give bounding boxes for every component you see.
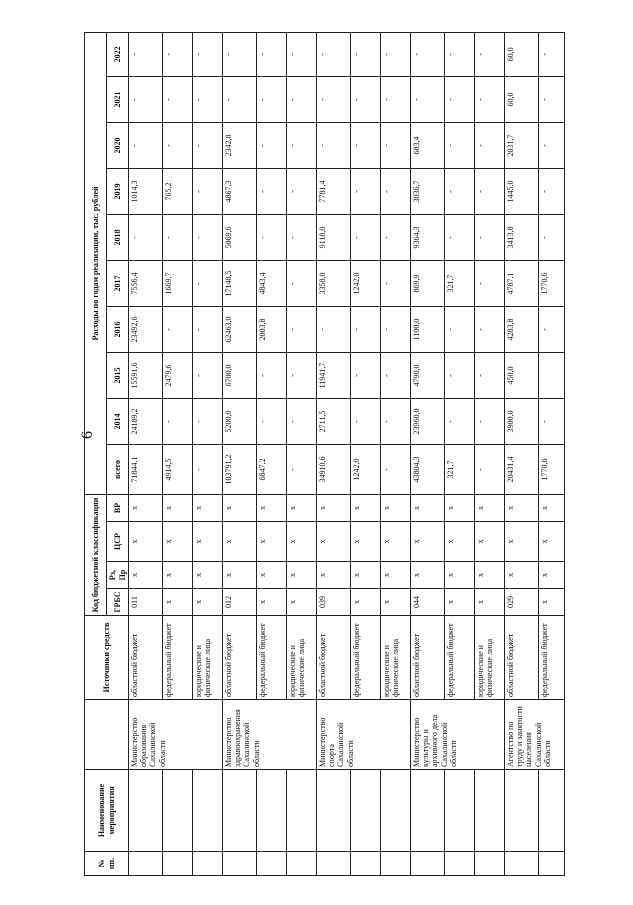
cell-executor: Министерство спорта Сахалинской области: [317, 700, 411, 770]
cell-vr: x: [381, 494, 411, 521]
cell-expense: -: [539, 168, 565, 214]
cell-csr: x: [257, 522, 287, 562]
header-source: Источники средств: [85, 616, 129, 700]
cell-expense: -: [381, 76, 411, 122]
cell-vr: x: [129, 494, 163, 521]
cell-expense: -: [193, 260, 223, 306]
cell-grbs: x: [445, 589, 475, 616]
cell-expense: -: [539, 32, 565, 76]
header-expense: 2015: [107, 352, 129, 398]
cell-csr: x: [505, 522, 539, 562]
cell-expense: -: [193, 122, 223, 168]
cell-expense: 7781,4: [317, 168, 351, 214]
cell-expense: -: [475, 168, 505, 214]
cell-expense: -: [287, 214, 317, 260]
cell-rzpr: x: [257, 562, 287, 589]
cell-event-name: [475, 770, 505, 852]
cell-source: юридические и физические лица: [287, 616, 317, 700]
cell-expense: 1242,0: [351, 444, 381, 494]
header-code-group: Код бюджетной классификации: [85, 494, 107, 615]
cell-num: [193, 852, 223, 876]
cell-expense: -: [539, 214, 565, 260]
cell-event-name: [193, 770, 223, 852]
cell-expense: -: [475, 306, 505, 352]
cell-expense: 9118,0: [317, 214, 351, 260]
table-row: [317, 32, 351, 875]
cell-expense: -: [257, 352, 287, 398]
cell-expense: -: [475, 398, 505, 444]
cell-expense: 1445,0: [505, 168, 539, 214]
cell-expense: 683,4: [411, 122, 445, 168]
cell-rzpr: x: [445, 562, 475, 589]
cell-expense: 765,2: [163, 168, 193, 214]
cell-expense: -: [475, 260, 505, 306]
cell-csr: x: [317, 522, 351, 562]
cell-expense: -: [351, 398, 381, 444]
cell-grbs: x: [193, 589, 223, 616]
cell-expense: -: [257, 214, 287, 260]
cell-grbs: 011: [129, 589, 163, 616]
cell-executor: Министерство здравоохранения Сахалинской области: [223, 700, 317, 770]
cell-expense: -: [381, 306, 411, 352]
cell-expense: -: [351, 214, 381, 260]
cell-expense: -: [257, 32, 287, 76]
cell-expense: -: [287, 122, 317, 168]
cell-source: федеральный бюджет: [445, 616, 475, 700]
cell-source: федеральный бюджет: [163, 616, 193, 700]
cell-vr: x: [445, 494, 475, 521]
cell-expense: 103791,2: [223, 444, 257, 494]
header-code: Рз, Пр: [107, 562, 129, 589]
cell-event-name: [539, 770, 565, 852]
table-header: [85, 32, 129, 875]
cell-expense: -: [445, 122, 475, 168]
cell-csr: x: [193, 522, 223, 562]
cell-executor: Министерство образования Сахалинской области: [129, 700, 223, 770]
cell-grbs: 039: [317, 589, 351, 616]
cell-csr: x: [129, 522, 163, 562]
cell-vr: x: [475, 494, 505, 521]
table-row: [223, 32, 257, 875]
cell-expense: 23960,0: [411, 398, 445, 444]
cell-expense: -: [351, 76, 381, 122]
cell-csr: x: [351, 522, 381, 562]
cell-csr: x: [411, 522, 445, 562]
cell-expense: -: [475, 76, 505, 122]
cell-expense: -: [129, 76, 163, 122]
cell-expense: -: [381, 260, 411, 306]
cell-expense: -: [381, 352, 411, 398]
cell-num: [223, 852, 257, 876]
header-code: ЦСР: [107, 522, 129, 562]
cell-expense: -: [445, 352, 475, 398]
cell-num: [445, 852, 475, 876]
cell-source: юридические и физические лица: [381, 616, 411, 700]
cell-expense: 62463,0: [223, 306, 257, 352]
cell-expense: -: [257, 76, 287, 122]
cell-expense: -: [287, 260, 317, 306]
table-row: [505, 32, 539, 875]
cell-expense: -: [381, 168, 411, 214]
cell-expense: -: [193, 76, 223, 122]
cell-expense: 1669,7: [163, 260, 193, 306]
cell-grbs: x: [163, 589, 193, 616]
table-body: [129, 32, 565, 875]
cell-num: [287, 852, 317, 876]
cell-expense: -: [257, 398, 287, 444]
cell-expense: -: [539, 398, 565, 444]
cell-expense: -: [381, 214, 411, 260]
cell-vr: x: [287, 494, 317, 521]
cell-csr: x: [163, 522, 193, 562]
cell-expense: -: [475, 352, 505, 398]
cell-expense: -: [381, 122, 411, 168]
cell-expense: -: [257, 122, 287, 168]
cell-expense: -: [475, 444, 505, 494]
header-expense: 2021: [107, 76, 129, 122]
cell-source: областной бюджет: [317, 616, 351, 700]
cell-expense: [539, 352, 565, 398]
cell-expense: 71844,1: [129, 444, 163, 494]
cell-num: [351, 852, 381, 876]
header-expense: всего: [107, 444, 129, 494]
cell-expense: -: [317, 76, 351, 122]
cell-expense: -: [287, 32, 317, 76]
cell-rzpr: x: [475, 562, 505, 589]
cell-num: [129, 852, 163, 876]
cell-expense: -: [193, 352, 223, 398]
cell-num: [257, 852, 287, 876]
header-expense: 2016: [107, 306, 129, 352]
cell-rzpr: x: [539, 562, 565, 589]
cell-expense: 1014,3: [129, 168, 163, 214]
cell-expense: -: [539, 76, 565, 122]
cell-expense: -: [475, 214, 505, 260]
cell-event-name: [505, 770, 539, 852]
cell-expense: -: [163, 32, 193, 76]
cell-expense: -: [129, 122, 163, 168]
cell-expense: 1770,6: [539, 260, 565, 306]
cell-expense: 6700,0: [223, 352, 257, 398]
cell-grbs: x: [287, 589, 317, 616]
cell-expense: -: [163, 398, 193, 444]
cell-csr: x: [287, 522, 317, 562]
cell-expense: -: [411, 76, 445, 122]
cell-expense: -: [287, 444, 317, 494]
cell-num: [505, 852, 539, 876]
cell-source: юридические и физические лица: [475, 616, 505, 700]
cell-expense: -: [445, 76, 475, 122]
cell-vr: x: [317, 494, 351, 521]
cell-expense: -: [287, 76, 317, 122]
cell-rzpr: x: [411, 562, 445, 589]
cell-grbs: 012: [223, 589, 257, 616]
cell-expense: 20431,4: [505, 444, 539, 494]
cell-expense: -: [163, 76, 193, 122]
cell-expense: 321,7: [445, 260, 475, 306]
cell-rzpr: x: [381, 562, 411, 589]
cell-grbs: x: [539, 589, 565, 616]
cell-expense: -: [445, 398, 475, 444]
cell-num: [475, 852, 505, 876]
cell-source: областной бюджет: [129, 616, 163, 700]
cell-rzpr: x: [505, 562, 539, 589]
cell-expense: 4914,5: [163, 444, 193, 494]
cell-executor: Агентство по труду и занятости населения Сахалинской области: [505, 700, 565, 770]
cell-event-name: [411, 770, 445, 852]
cell-expense: -: [223, 32, 257, 76]
cell-vr: x: [411, 494, 445, 521]
header-expense-group: Расходы по годам реализации, тыс. рублей: [85, 32, 107, 494]
header-expense: 2018: [107, 214, 129, 260]
cell-expense: 9364,3: [411, 214, 445, 260]
cell-expense: 34910,6: [317, 444, 351, 494]
cell-event-name: [223, 770, 257, 852]
cell-expense: -: [193, 306, 223, 352]
cell-expense: 3036,7: [411, 168, 445, 214]
cell-expense: -: [129, 214, 163, 260]
cell-vr: x: [257, 494, 287, 521]
cell-source: федеральный бюджет: [539, 616, 565, 700]
cell-expense: -: [317, 306, 351, 352]
cell-source: областной бюджет: [505, 616, 539, 700]
cell-expense: 11941,7: [317, 352, 351, 398]
cell-expense: -: [381, 398, 411, 444]
cell-expense: 450,0: [505, 352, 539, 398]
cell-expense: 4867,3: [223, 168, 257, 214]
cell-num: [381, 852, 411, 876]
cell-expense: 3358,0: [317, 260, 351, 306]
cell-grbs: 029: [505, 589, 539, 616]
cell-vr: x: [351, 494, 381, 521]
header-expense: 2020: [107, 122, 129, 168]
budget-table: [84, 32, 565, 876]
cell-expense: -: [351, 168, 381, 214]
cell-expense: -: [287, 398, 317, 444]
cell-rzpr: x: [163, 562, 193, 589]
cell-expense: 4787,1: [505, 260, 539, 306]
cell-expense: -: [163, 214, 193, 260]
cell-expense: -: [287, 352, 317, 398]
cell-grbs: 044: [411, 589, 445, 616]
cell-event-name: [381, 770, 411, 852]
cell-expense: -: [193, 398, 223, 444]
cell-expense: 60,0: [505, 32, 539, 76]
cell-expense: 2031,7: [505, 122, 539, 168]
cell-expense: -: [317, 122, 351, 168]
cell-event-name: [351, 770, 381, 852]
cell-num: [317, 852, 351, 876]
cell-expense: 321,7: [445, 444, 475, 494]
cell-expense: 2711,5: [317, 398, 351, 444]
cell-expense: -: [223, 76, 257, 122]
cell-expense: -: [445, 32, 475, 76]
cell-expense: -: [539, 306, 565, 352]
cell-expense: 4283,8: [505, 306, 539, 352]
cell-grbs: x: [351, 589, 381, 616]
cell-expense: -: [163, 122, 193, 168]
cell-csr: x: [381, 522, 411, 562]
header-expense: 2017: [107, 260, 129, 306]
cell-source: федеральный бюджет: [257, 616, 287, 700]
cell-rzpr: x: [193, 562, 223, 589]
cell-source: областной бюджет: [411, 616, 445, 700]
cell-grbs: x: [475, 589, 505, 616]
cell-expense: -: [287, 306, 317, 352]
cell-expense: 1770,6: [539, 444, 565, 494]
cell-expense: -: [381, 32, 411, 76]
cell-vr: x: [163, 494, 193, 521]
cell-expense: 2003,8: [257, 306, 287, 352]
cell-expense: 3413,8: [505, 214, 539, 260]
cell-executor: Министерство культуры и архивного дела Сахалинской области: [411, 700, 505, 770]
cell-expense: -: [193, 444, 223, 494]
cell-event-name: [445, 770, 475, 852]
header-code: ГРБС: [107, 589, 129, 616]
table-row: [129, 32, 163, 875]
cell-vr: x: [193, 494, 223, 521]
cell-expense: 4790,0: [411, 352, 445, 398]
cell-expense: 4843,4: [257, 260, 287, 306]
cell-vr: x: [223, 494, 257, 521]
cell-expense: 23492,6: [129, 306, 163, 352]
cell-expense: -: [351, 352, 381, 398]
cell-expense: 6847,2: [257, 444, 287, 494]
table-row: [411, 32, 445, 875]
cell-expense: 3900,0: [505, 398, 539, 444]
header-num: № пп.: [85, 852, 129, 876]
cell-expense: -: [351, 122, 381, 168]
cell-expense: -: [193, 168, 223, 214]
cell-expense: 15591,6: [129, 352, 163, 398]
page-number: 6: [79, 431, 96, 439]
cell-expense: -: [193, 32, 223, 76]
cell-rzpr: x: [223, 562, 257, 589]
cell-event-name: [317, 770, 351, 852]
cell-event-name: [257, 770, 287, 852]
cell-rzpr: x: [351, 562, 381, 589]
cell-csr: x: [539, 522, 565, 562]
cell-expense: -: [445, 214, 475, 260]
cell-csr: x: [223, 522, 257, 562]
cell-expense: 17148,5: [223, 260, 257, 306]
cell-expense: -: [539, 122, 565, 168]
cell-source: юридические и физические лица: [193, 616, 223, 700]
cell-csr: x: [445, 522, 475, 562]
cell-expense: -: [445, 306, 475, 352]
cell-source: областной бюджет: [223, 616, 257, 700]
cell-vr: x: [505, 494, 539, 521]
cell-expense: -: [381, 444, 411, 494]
cell-expense: -: [193, 214, 223, 260]
cell-event-name: [287, 770, 317, 852]
cell-grbs: x: [381, 589, 411, 616]
cell-expense: -: [411, 32, 445, 76]
cell-expense: -: [163, 306, 193, 352]
cell-rzpr: x: [317, 562, 351, 589]
budget-table-container: [84, 33, 552, 876]
cell-num: [539, 852, 565, 876]
cell-expense: -: [351, 306, 381, 352]
header-executor: [85, 700, 129, 770]
cell-num: [411, 852, 445, 876]
cell-expense: 60,0: [505, 76, 539, 122]
cell-expense: -: [475, 122, 505, 168]
cell-grbs: x: [257, 589, 287, 616]
cell-expense: 7556,4: [129, 260, 163, 306]
cell-expense: -: [257, 168, 287, 214]
cell-expense: 43804,3: [411, 444, 445, 494]
cell-expense: 1100,0: [411, 306, 445, 352]
cell-expense: 2479,6: [163, 352, 193, 398]
cell-expense: -: [317, 32, 351, 76]
cell-expense: -: [351, 32, 381, 76]
header-expense: 2019: [107, 168, 129, 214]
cell-source: федеральный бюджет: [351, 616, 381, 700]
header-expense: 2022: [107, 32, 129, 76]
header-code: ВР: [107, 494, 129, 521]
cell-expense: 5200,0: [223, 398, 257, 444]
cell-expense: -: [129, 32, 163, 76]
cell-rzpr: x: [287, 562, 317, 589]
cell-expense: 869,9: [411, 260, 445, 306]
cell-expense: -: [475, 32, 505, 76]
cell-vr: x: [539, 494, 565, 521]
header-expense: 2014: [107, 398, 129, 444]
cell-expense: -: [445, 168, 475, 214]
cell-csr: x: [475, 522, 505, 562]
cell-expense: 24189,2: [129, 398, 163, 444]
cell-rzpr: x: [129, 562, 163, 589]
cell-expense: 5069,6: [223, 214, 257, 260]
cell-expense: 1242,0: [351, 260, 381, 306]
header-name: Наименование мероприятия: [85, 770, 129, 852]
cell-expense: 2342,8: [223, 122, 257, 168]
cell-event-name: [163, 770, 193, 852]
cell-expense: -: [287, 168, 317, 214]
cell-num: [163, 852, 193, 876]
cell-event-name: [129, 770, 163, 852]
